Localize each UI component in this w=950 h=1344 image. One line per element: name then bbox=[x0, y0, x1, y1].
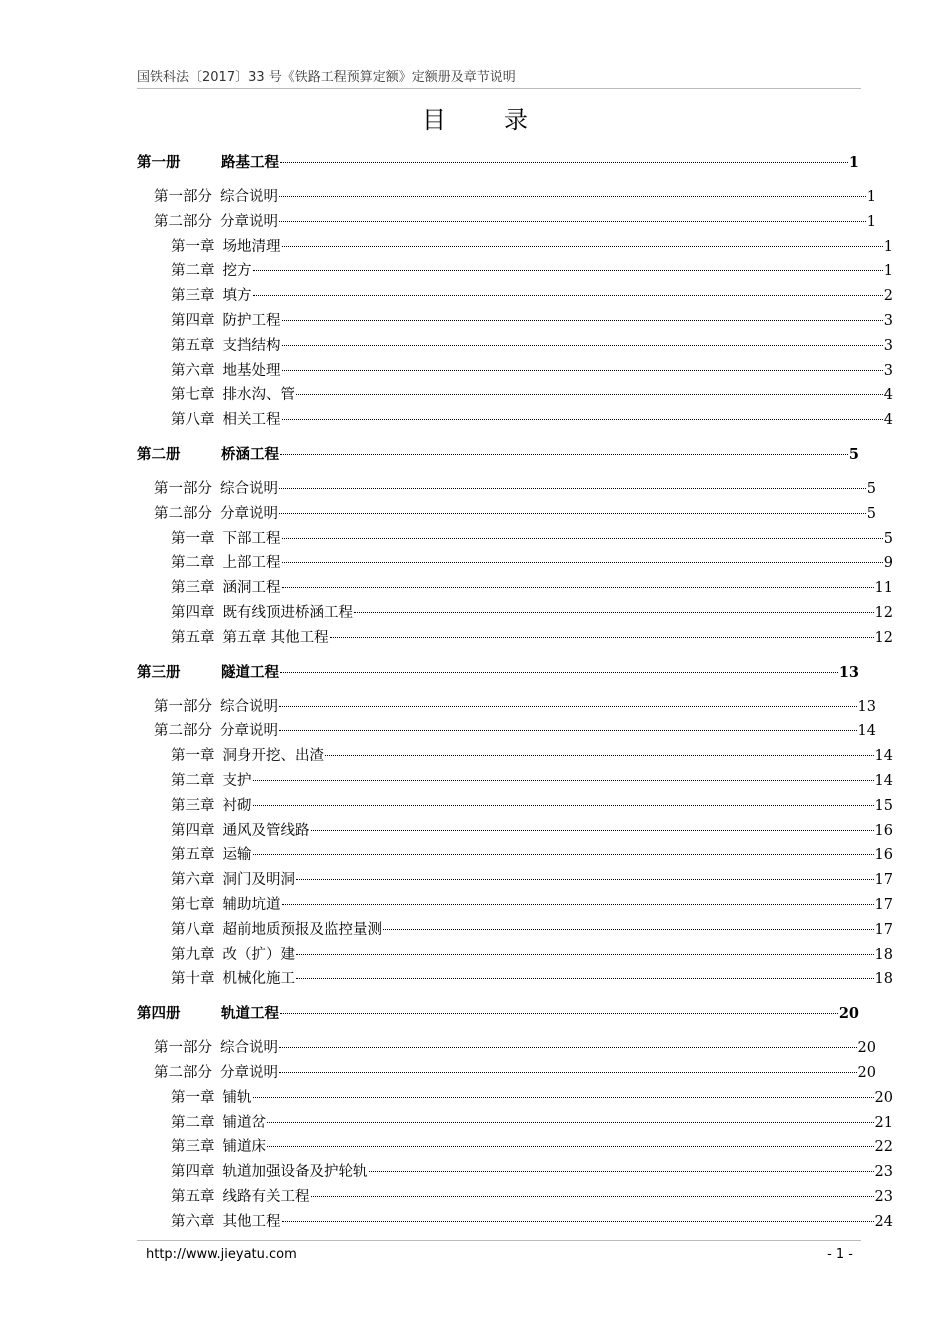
toc-chapter-row[interactable] bbox=[137, 383, 893, 408]
toc-page-number: 4 bbox=[883, 387, 893, 404]
toc-entry-name: 超前地质预报及监控量测 bbox=[222, 921, 382, 938]
toc-page-number: 1 bbox=[883, 238, 893, 255]
toc-leader-dots bbox=[282, 904, 874, 905]
toc-page-number: 20 bbox=[857, 1040, 876, 1057]
toc-chapter-row[interactable] bbox=[137, 626, 893, 651]
toc-chapter-row[interactable] bbox=[137, 769, 893, 794]
toc-entry-prefix: 第三章 bbox=[171, 797, 215, 814]
toc-leader-dots bbox=[282, 419, 883, 420]
toc-page-number: 3 bbox=[883, 312, 893, 329]
toc-volume-prefix: 第三册 bbox=[137, 663, 181, 681]
toc-entry-name: 排水沟、管 bbox=[222, 387, 295, 404]
toc-entry-label bbox=[171, 527, 281, 552]
toc-entry-label bbox=[171, 383, 295, 408]
toc-leader-dots bbox=[280, 1013, 838, 1014]
toc-entry-label bbox=[154, 210, 278, 235]
toc-entry-prefix: 第三章 bbox=[171, 288, 215, 305]
toc-chapter-row[interactable] bbox=[137, 551, 893, 576]
toc-leader-dots bbox=[296, 954, 874, 955]
toc-entry-name: 支挡结构 bbox=[222, 337, 281, 354]
toc-volume-label bbox=[137, 442, 279, 468]
toc-page-number: 20 bbox=[838, 1005, 859, 1023]
toc-page-number: 1 bbox=[883, 263, 893, 280]
toc-page-number: 3 bbox=[883, 362, 893, 379]
toc-entry-label bbox=[171, 918, 382, 943]
toc-entry-prefix: 第二部分 bbox=[154, 505, 212, 522]
toc-chapter-row[interactable] bbox=[137, 843, 893, 868]
footer-url[interactable]: http://www.jieyatu.com bbox=[146, 1247, 297, 1262]
toc-leader-dots bbox=[253, 854, 874, 855]
toc-page-number: 23 bbox=[874, 1164, 893, 1181]
toc-entry-name: 综合说明 bbox=[220, 480, 278, 497]
toc-entry-name: 相关工程 bbox=[222, 412, 281, 429]
toc-entry-label bbox=[171, 309, 281, 334]
toc-leader-dots bbox=[330, 637, 874, 638]
toc-volume-name: 路基工程 bbox=[221, 154, 279, 171]
toc-entry-prefix: 第八章 bbox=[171, 412, 215, 429]
toc-entry-prefix: 第二部分 bbox=[154, 723, 212, 740]
toc-chapter-row[interactable] bbox=[137, 1111, 893, 1136]
toc-leader-dots bbox=[279, 196, 866, 197]
toc-volume-label bbox=[137, 1001, 279, 1027]
toc-volume-row[interactable] bbox=[137, 1001, 859, 1027]
toc-page-number: 1 bbox=[866, 189, 876, 205]
toc-entry-label bbox=[154, 695, 278, 720]
toc-page-number: 16 bbox=[874, 822, 893, 839]
toc-leader-dots bbox=[279, 730, 857, 731]
toc-entry-prefix: 第一部分 bbox=[154, 1040, 212, 1057]
toc-entry-label bbox=[171, 1160, 368, 1185]
toc-page-number: 1 bbox=[848, 154, 859, 171]
toc-entry-name: 填方 bbox=[222, 288, 252, 305]
toc-entry-prefix: 第七章 bbox=[171, 387, 215, 404]
toc-leader-dots bbox=[282, 587, 874, 588]
toc-entry-name: 其他工程 bbox=[222, 1213, 281, 1230]
toc-entry-label bbox=[154, 502, 278, 527]
toc-entry-prefix: 第六章 bbox=[171, 1213, 215, 1230]
toc-volume-row[interactable] bbox=[137, 442, 859, 468]
toc-entry-label bbox=[171, 819, 310, 844]
toc-leader-dots bbox=[383, 929, 874, 930]
toc-chapter-row[interactable] bbox=[137, 259, 893, 284]
toc-entry-prefix: 第二章 bbox=[171, 263, 215, 280]
toc-volume bbox=[137, 150, 893, 433]
toc-entry-label bbox=[171, 1210, 281, 1235]
toc-entry-prefix: 第五章 bbox=[171, 629, 215, 646]
toc-leader-dots bbox=[267, 1146, 874, 1147]
toc-entry-name: 衬砌 bbox=[222, 797, 252, 814]
toc-page-number: 17 bbox=[874, 921, 893, 938]
toc-entry-prefix: 第五章 bbox=[171, 337, 215, 354]
toc-leader-dots bbox=[296, 394, 883, 395]
toc-entry-prefix: 第六章 bbox=[171, 362, 215, 379]
toc-entry-prefix: 第二部分 bbox=[154, 1064, 212, 1081]
toc-leader-dots bbox=[279, 221, 866, 222]
toc-chapter-row[interactable] bbox=[137, 1086, 893, 1111]
toc-volume-prefix: 第四册 bbox=[137, 1005, 181, 1023]
toc-page-number: 22 bbox=[874, 1139, 893, 1156]
toc-part-row[interactable] bbox=[137, 210, 876, 235]
toc-page-number: 11 bbox=[874, 580, 893, 597]
toc-leader-dots bbox=[282, 370, 883, 371]
toc-entry-label bbox=[171, 769, 252, 794]
toc-chapter-row[interactable] bbox=[137, 1210, 893, 1235]
toc-page-number: 14 bbox=[857, 723, 876, 740]
toc-chapter-row[interactable] bbox=[137, 527, 893, 552]
toc-leader-dots bbox=[280, 672, 838, 673]
toc-entry-label bbox=[171, 1185, 310, 1210]
toc-entry-name: 综合说明 bbox=[220, 1040, 278, 1057]
toc-entry-name: 铺道岔 bbox=[222, 1114, 266, 1131]
toc-volume bbox=[137, 1001, 893, 1234]
toc-entry-name: 分章说明 bbox=[220, 723, 278, 740]
toc-entry-name: 地基处理 bbox=[222, 362, 281, 379]
toc-entry-prefix: 第九章 bbox=[171, 946, 215, 963]
toc-leader-dots bbox=[267, 1122, 874, 1123]
toc-entry-name: 铺轨 bbox=[222, 1089, 252, 1106]
toc-entry-prefix: 第一部分 bbox=[154, 480, 212, 497]
toc-entry-name: 运输 bbox=[222, 847, 252, 864]
toc-entry-name: 防护工程 bbox=[222, 312, 281, 329]
toc-page-number: 5 bbox=[866, 480, 876, 497]
toc-volume-label bbox=[137, 660, 279, 686]
toc-chapter-row[interactable] bbox=[137, 235, 893, 260]
toc-entry-label bbox=[171, 626, 329, 651]
toc-page-number: 14 bbox=[874, 748, 893, 765]
toc-entry-prefix: 第三章 bbox=[171, 1139, 215, 1156]
toc-entry-label bbox=[171, 843, 252, 868]
toc-entry-name: 通风及管线路 bbox=[222, 822, 310, 839]
page-title: 目录 bbox=[422, 106, 586, 134]
toc-part-row[interactable] bbox=[137, 695, 876, 720]
toc-entry-name: 分章说明 bbox=[220, 1064, 278, 1081]
toc-entry-name: 线路有关工程 bbox=[222, 1188, 310, 1205]
toc-leader-dots bbox=[253, 270, 883, 271]
toc-part-row[interactable] bbox=[137, 1036, 876, 1061]
toc-volume bbox=[137, 660, 893, 993]
toc-chapter-row[interactable] bbox=[137, 744, 893, 769]
toc-entry-label bbox=[171, 794, 252, 819]
toc-entry-label bbox=[154, 719, 278, 744]
toc-entry-prefix: 第一章 bbox=[171, 1089, 215, 1106]
toc-entry-label bbox=[171, 1135, 266, 1160]
toc-page-number: 9 bbox=[883, 555, 893, 572]
toc-part-row[interactable] bbox=[137, 719, 876, 744]
toc-volume-name: 轨道工程 bbox=[221, 1005, 279, 1023]
toc-leader-dots bbox=[279, 1047, 857, 1048]
toc-page-number: 18 bbox=[874, 971, 893, 988]
table-of-contents bbox=[137, 150, 893, 1234]
toc-chapter-row[interactable] bbox=[137, 576, 893, 601]
toc-entry-name: 综合说明 bbox=[220, 189, 278, 205]
toc-page-number: 17 bbox=[874, 896, 893, 913]
toc-part-row[interactable] bbox=[137, 477, 876, 502]
toc-entry-name: 场地清理 bbox=[222, 238, 281, 255]
header-divider bbox=[137, 88, 861, 89]
toc-entry-prefix: 第一章 bbox=[171, 748, 215, 765]
toc-leader-dots bbox=[282, 320, 883, 321]
footer-divider bbox=[137, 1240, 861, 1241]
toc-entry-label bbox=[171, 259, 252, 284]
toc-leader-dots bbox=[296, 879, 874, 880]
toc-leader-dots bbox=[311, 1196, 874, 1197]
toc-entry-label bbox=[171, 868, 295, 893]
toc-entry-name: 分章说明 bbox=[220, 213, 278, 230]
toc-entry-label bbox=[171, 235, 281, 260]
toc-leader-dots bbox=[253, 295, 883, 296]
toc-entry-label bbox=[171, 284, 252, 309]
toc-part-row[interactable] bbox=[137, 1061, 876, 1086]
toc-leader-dots bbox=[282, 345, 883, 346]
toc-entry-name: 机械化施工 bbox=[222, 971, 295, 988]
toc-entry-name: 轨道加强设备及护轮轨 bbox=[222, 1164, 368, 1181]
toc-entry-name: 综合说明 bbox=[220, 698, 278, 715]
toc-leader-dots bbox=[279, 706, 857, 707]
toc-leader-dots bbox=[279, 1072, 857, 1073]
toc-entry-label bbox=[154, 1061, 278, 1086]
toc-page-number: 18 bbox=[874, 946, 893, 963]
toc-page-number: 23 bbox=[874, 1188, 893, 1205]
toc-entry-prefix: 第一章 bbox=[171, 238, 215, 255]
toc-leader-dots bbox=[282, 538, 883, 539]
toc-chapter-row[interactable] bbox=[137, 601, 893, 626]
toc-chapter-row[interactable] bbox=[137, 918, 893, 943]
toc-entry-label bbox=[171, 334, 281, 359]
toc-volume bbox=[137, 442, 893, 651]
toc-page-number: 1 bbox=[866, 213, 876, 230]
toc-chapter-row[interactable] bbox=[137, 1160, 893, 1185]
toc-page-number: 15 bbox=[874, 797, 893, 814]
toc-entry-name: 铺道床 bbox=[222, 1139, 266, 1156]
toc-entry-prefix: 第二章 bbox=[171, 1114, 215, 1131]
toc-entry-prefix: 第四章 bbox=[171, 1164, 215, 1181]
toc-volume-name: 隧道工程 bbox=[221, 663, 279, 681]
toc-leader-dots bbox=[253, 780, 874, 781]
toc-entry-prefix: 第一部分 bbox=[154, 189, 212, 205]
toc-leader-dots bbox=[279, 513, 866, 514]
toc-leader-dots bbox=[253, 1097, 874, 1098]
page-header: 国铁科法〔2017〕33 号《铁路工程预算定额》定额册及章节说明 bbox=[137, 70, 516, 85]
toc-entry-name: 挖方 bbox=[222, 263, 252, 280]
toc-leader-dots bbox=[280, 162, 848, 163]
toc-page-number: 12 bbox=[874, 604, 893, 621]
toc-chapter-row[interactable] bbox=[137, 943, 893, 968]
toc-entry-prefix: 第四章 bbox=[171, 604, 215, 621]
toc-page-number: 2 bbox=[883, 288, 893, 305]
toc-page-number: 17 bbox=[874, 872, 893, 889]
toc-entry-label bbox=[154, 1036, 278, 1061]
toc-page-number: 5 bbox=[883, 530, 893, 547]
toc-entry-prefix: 第六章 bbox=[171, 872, 215, 889]
toc-chapter-row[interactable] bbox=[137, 893, 893, 918]
toc-entry-prefix: 第七章 bbox=[171, 896, 215, 913]
toc-entry-name: 辅助坑道 bbox=[222, 896, 281, 913]
toc-chapter-row[interactable] bbox=[137, 359, 893, 384]
footer-page-number: - 1 - bbox=[827, 1247, 853, 1262]
toc-entry-name: 改（扩）建 bbox=[222, 946, 295, 963]
toc-leader-dots bbox=[253, 805, 874, 806]
toc-page-number: 12 bbox=[874, 629, 893, 646]
toc-entry-prefix: 第五章 bbox=[171, 847, 215, 864]
toc-volume-label bbox=[137, 150, 279, 176]
toc-leader-dots bbox=[296, 978, 874, 979]
toc-entry-label bbox=[171, 893, 281, 918]
toc-chapter-row[interactable] bbox=[137, 819, 893, 844]
toc-entry-name: 下部工程 bbox=[222, 530, 281, 547]
toc-entry-label bbox=[171, 601, 353, 626]
toc-entry-prefix: 第五章 bbox=[171, 1188, 215, 1205]
toc-page-number: 24 bbox=[874, 1213, 893, 1230]
toc-entry-name: 洞门及明洞 bbox=[222, 872, 295, 889]
toc-chapter-row[interactable] bbox=[137, 1135, 893, 1160]
toc-entry-label bbox=[154, 477, 278, 502]
toc-page-number: 20 bbox=[857, 1064, 876, 1081]
toc-entry-prefix: 第二章 bbox=[171, 555, 215, 572]
toc-entry-label bbox=[171, 576, 281, 601]
toc-leader-dots bbox=[354, 612, 874, 613]
toc-page-number: 4 bbox=[883, 412, 893, 429]
toc-page-number: 5 bbox=[866, 505, 876, 522]
toc-volume-row[interactable] bbox=[137, 150, 859, 176]
toc-entry-name: 上部工程 bbox=[222, 555, 281, 572]
toc-entry-label bbox=[171, 359, 281, 384]
toc-page-number: 16 bbox=[874, 847, 893, 864]
toc-entry-label bbox=[171, 1111, 266, 1136]
toc-page-number: 21 bbox=[874, 1114, 893, 1131]
toc-leader-dots bbox=[280, 454, 848, 455]
toc-entry-prefix: 第一部分 bbox=[154, 698, 212, 715]
toc-entry-label bbox=[171, 967, 295, 992]
toc-part-row[interactable] bbox=[137, 185, 876, 210]
toc-entry-prefix: 第十章 bbox=[171, 971, 215, 988]
toc-leader-dots bbox=[311, 830, 874, 831]
toc-entry-name: 涵洞工程 bbox=[222, 580, 281, 597]
toc-volume-name: 桥涵工程 bbox=[221, 445, 279, 463]
toc-leader-dots bbox=[282, 246, 883, 247]
toc-leader-dots bbox=[325, 755, 874, 756]
toc-entry-prefix: 第八章 bbox=[171, 921, 215, 938]
toc-volume-prefix: 第一册 bbox=[137, 154, 181, 171]
toc-page-number: 20 bbox=[874, 1089, 893, 1106]
toc-entry-label bbox=[154, 185, 278, 210]
toc-entry-label bbox=[171, 551, 281, 576]
toc-page-number: 5 bbox=[848, 445, 859, 463]
toc-volume-prefix: 第二册 bbox=[137, 445, 181, 463]
toc-chapter-row[interactable] bbox=[137, 868, 893, 893]
toc-chapter-row[interactable] bbox=[137, 967, 893, 992]
toc-entry-prefix: 第二章 bbox=[171, 772, 215, 789]
toc-entry-prefix: 第一章 bbox=[171, 530, 215, 547]
toc-leader-dots bbox=[282, 1221, 874, 1222]
toc-entry-label bbox=[171, 1086, 252, 1111]
toc-leader-dots bbox=[369, 1171, 874, 1172]
toc-entry-name: 支护 bbox=[222, 772, 252, 789]
toc-chapter-row[interactable] bbox=[137, 1185, 893, 1210]
toc-entry-name: 洞身开挖、出渣 bbox=[222, 748, 324, 765]
toc-page-number: 3 bbox=[883, 337, 893, 354]
toc-entry-name: 分章说明 bbox=[220, 505, 278, 522]
toc-entry-prefix: 第二部分 bbox=[154, 213, 212, 230]
toc-entry-label bbox=[171, 943, 295, 968]
toc-page-number: 14 bbox=[874, 772, 893, 789]
toc-chapter-row[interactable] bbox=[137, 334, 893, 359]
toc-entry-prefix: 第四章 bbox=[171, 312, 215, 329]
toc-entry-prefix: 第四章 bbox=[171, 822, 215, 839]
toc-entry-prefix: 第三章 bbox=[171, 580, 215, 597]
toc-chapter-row[interactable] bbox=[137, 284, 893, 309]
toc-entry-label bbox=[171, 408, 281, 433]
toc-volume-row[interactable] bbox=[137, 660, 859, 686]
toc-page-number: 13 bbox=[857, 698, 876, 715]
toc-entry-label bbox=[171, 744, 324, 769]
toc-page-number: 13 bbox=[838, 663, 859, 681]
toc-chapter-row[interactable] bbox=[137, 408, 893, 433]
toc-entry-name: 第五章 其他工程 bbox=[222, 629, 329, 646]
toc-part-row[interactable] bbox=[137, 502, 876, 527]
toc-chapter-row[interactable] bbox=[137, 309, 893, 334]
toc-chapter-row[interactable] bbox=[137, 794, 893, 819]
toc-leader-dots bbox=[282, 562, 883, 563]
toc-entry-name: 既有线顶进桥涵工程 bbox=[222, 604, 353, 621]
toc-leader-dots bbox=[279, 488, 866, 489]
